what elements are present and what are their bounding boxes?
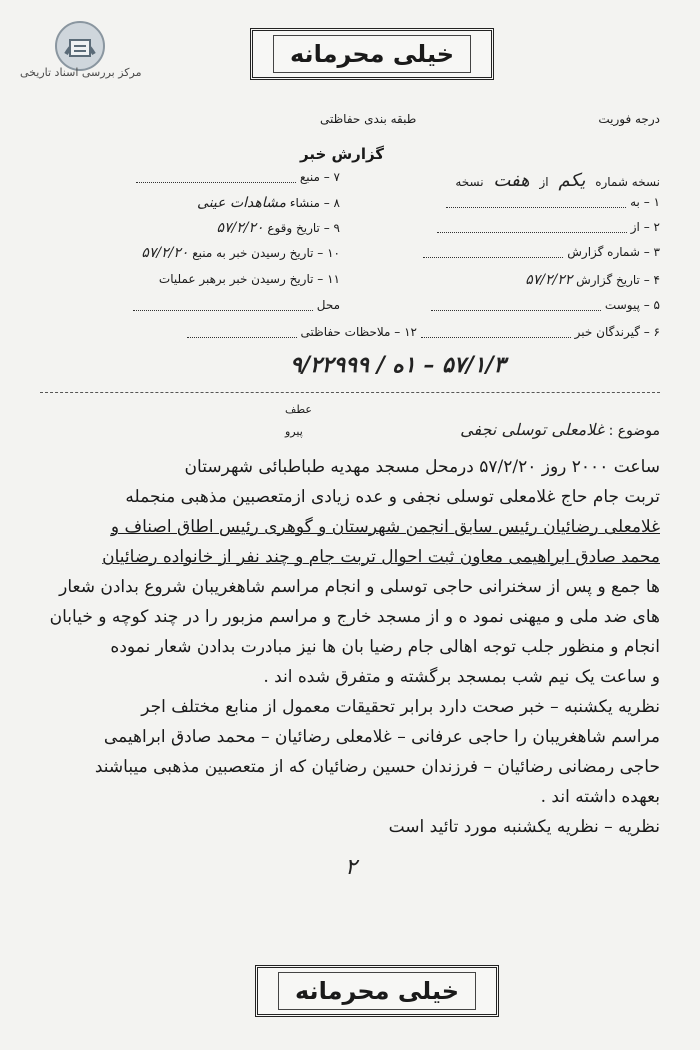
- event-date-value: ۵۷/۲/۲۰: [216, 220, 264, 236]
- receipt-date-value: ۵۷/۲/۲۰: [141, 245, 189, 261]
- body-line: انجام و منظور جلب توجه اهالی جام رضیا بان ها نیز مبادرت بدادن شعار نموده: [110, 637, 660, 657]
- stamp-text: خیلی محرمانه: [273, 35, 471, 73]
- body-line: ها جمع و پس از سخنرانی حاجی توسلی و انجام مراسم شاهغریبان شروع بدادن شعار: [59, 577, 660, 597]
- copy-number-line: [455, 170, 660, 191]
- side-note-bottom: پیرو: [285, 425, 303, 438]
- handwritten-mark: ۲: [345, 855, 357, 880]
- bottom-classification-stamp: [255, 965, 499, 1017]
- copy-number: یکم: [558, 170, 586, 191]
- copy-of: از: [539, 175, 549, 189]
- subject-label: موضوع: [617, 423, 660, 439]
- body-line: نظریه – نظریه یکشنبه مورد تائید است: [388, 817, 660, 837]
- field-event-date: ۹ – تاریخ وقوع ۵۷/۲/۲۰: [216, 220, 340, 236]
- body-line: غلامعلی رضائیان رئیس سابق انجمن شهرستان و گوهری رئیس اطاق اصناف و: [110, 517, 660, 537]
- field-receipt-date-source: ۱۰ – تاریخ رسیدن خبر به منبع ۵۷/۲/۲۰: [141, 245, 340, 261]
- copy-total: هفت: [493, 170, 530, 191]
- body-line: تربت جام حاج غلامعلی توسلی نجفی و عده زیادی ازمتعصبین مذهبی منجمله: [125, 487, 660, 507]
- subject-text: غلامعلی توسلی نجفی: [460, 420, 605, 439]
- body-line: حاجی رمضانی رضائیان – فرزندان حسین رضائیان که از متعصبین مذهبی میباشند: [94, 757, 660, 777]
- archive-caption: مرکز بررسی اسناد تاریخی: [20, 66, 142, 79]
- body-line: نظریه یکشنبه – خبر صحت دارد برابر تحقیقات معمول از منابع مختلف اجر: [141, 697, 660, 717]
- divider: [40, 392, 660, 393]
- origin-value: مشاهدات عینی: [197, 195, 287, 211]
- side-note-top: عطف: [285, 403, 312, 416]
- body-line: بعهده داشته اند .: [540, 787, 660, 807]
- body-line: مراسم شاهغریبان را حاجی عرفانی – غلامعلی رضائیان – محمد صادق ابراهیمی: [103, 727, 660, 747]
- field-report-date: ۴ – تاریخ گزارش ۵۷/۲/۲۲: [525, 272, 660, 288]
- subject-line: موضوع : غلامعلی توسلی نجفی: [460, 420, 660, 439]
- field-place: محل: [90, 298, 340, 312]
- copy-suffix: نسخه: [455, 175, 484, 189]
- field-receipt-date-ops: ۱۱ – تاریخ رسیدن خبر برهبر عملیات: [158, 272, 340, 286]
- stamp-text: خیلی محرمانه: [278, 972, 476, 1010]
- body-line: ساعت ۲۰۰۰ روز ۵۷/۲/۲۰ درمحل مسجد مهدیه طباطبائی شهرستان: [184, 457, 660, 477]
- top-classification-stamp: [250, 28, 494, 80]
- copy-prefix: نسخه شماره: [595, 175, 660, 189]
- reference-number: ۵۷/۱/۳ – ۱ه / ۹/۲۲۹۹۹: [290, 352, 506, 378]
- field-attachment: ۵ – پیوست: [390, 298, 660, 312]
- report-title: گزارش خبر: [300, 145, 385, 163]
- field-source: ۷ – منبع: [90, 170, 340, 184]
- security-class-label: طبقه بندی حفاظتی: [320, 112, 417, 126]
- field-recipients: ۶ – گیرندگان خبر ۱۲ – ملاحظات حفاظتی: [187, 325, 660, 339]
- report-body: [40, 452, 660, 842]
- field-to: ۱ – به: [390, 195, 660, 209]
- field-origin: ۸ – منشاء مشاهدات عینی: [197, 195, 340, 211]
- field-report-number: ۳ – شماره گزارش: [390, 245, 660, 259]
- body-line: های ضد ملی و میهنی نمود ه و از مسجد خارج و مراسم مزبور را در چند کوچه و خیابان: [49, 607, 660, 627]
- field-from: ۲ – از: [390, 220, 660, 234]
- body-line: و ساعت یک نیم شب بمسجد برگشته و متفرق شده اند .: [263, 667, 660, 687]
- body-line: محمد صادق ابراهیمی معاون ثبت احوال تربت جام و چند نفر از خانواده رضائیان: [102, 547, 660, 567]
- report-date-value: ۵۷/۲/۲۲: [525, 272, 573, 288]
- urgency-label: درجه فوریت: [598, 112, 660, 126]
